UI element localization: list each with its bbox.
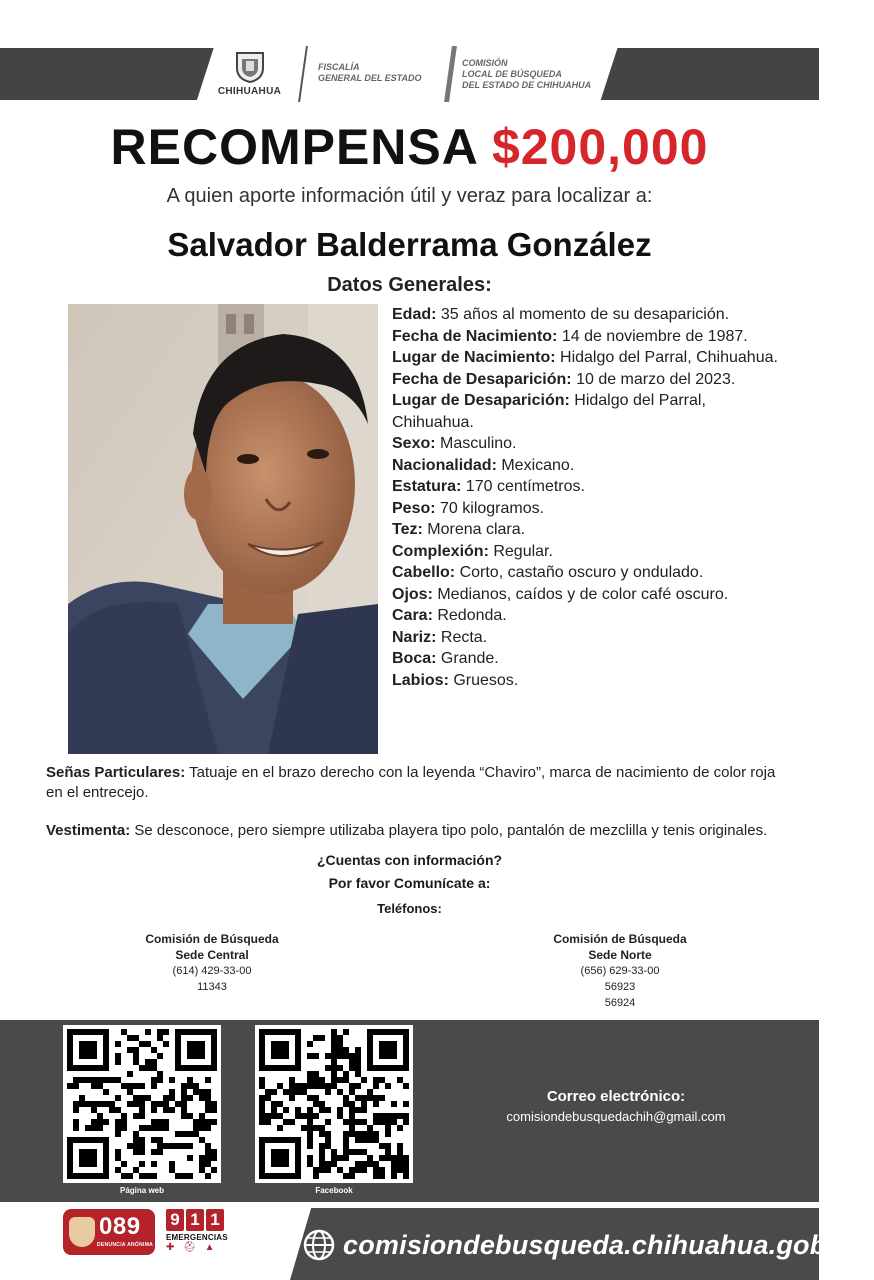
- contact-please: Por favor Comunícate a:: [328, 875, 491, 891]
- fiscalia-logo-text: FISCALÍA GENERAL DEL ESTADO: [318, 62, 422, 83]
- detail-label: Cara:: [392, 607, 433, 624]
- person-photo: [68, 304, 378, 754]
- reward-amount: $200,000: [491, 119, 709, 175]
- detail-label: Nacionalidad:: [392, 456, 497, 474]
- reward-title: [0, 118, 819, 176]
- website-url[interactable]: comisiondebusqueda.chihuahua.gob.mx: [343, 1230, 874, 1260]
- detail-label: Peso:: [392, 499, 436, 517]
- sede-central: [112, 931, 312, 995]
- qr-code-web[interactable]: [63, 1025, 221, 1183]
- detail-label: Ojos:: [392, 585, 433, 603]
- phone-number[interactable]: (614) 429-33-00: [172, 965, 252, 977]
- detail-row: [392, 648, 792, 670]
- person-details: [392, 304, 792, 691]
- clothing-label: Vestimenta:: [46, 822, 131, 839]
- detail-value: Grande.: [436, 650, 499, 667]
- person-name: Salvador Balderrama González: [167, 226, 652, 263]
- detail-label: Tez:: [392, 521, 423, 538]
- marks-label: Señas Particulares:: [46, 764, 186, 781]
- email-address[interactable]: comisiondebusquedachih@gmail.com: [506, 1109, 726, 1124]
- qr-web-label: Página web: [119, 1186, 164, 1195]
- detail-value: Recta.: [436, 628, 488, 646]
- detail-label: Nariz:: [392, 628, 437, 646]
- detail-row: [392, 562, 792, 584]
- digit-1: 1: [186, 1209, 204, 1231]
- detail-value: Redonda.: [432, 607, 507, 624]
- detail-value: Hidalgo del Parral, Chihuahua.: [392, 392, 706, 431]
- badge-911[interactable]: [166, 1209, 226, 1255]
- sede-central-title: Comisión de Búsqueda: [145, 932, 279, 946]
- badge-089-number: 089: [99, 1213, 141, 1240]
- qr-code-icon: [67, 1029, 217, 1179]
- qr-facebook-label: Facebook: [315, 1186, 353, 1195]
- header: [0, 0, 819, 110]
- reward-subtitle: A quien aporte información útil y veraz para localizar a:: [166, 185, 653, 207]
- distinguishing-marks: [46, 763, 796, 803]
- sede-norte: [520, 931, 720, 1011]
- detail-row: [392, 670, 792, 692]
- detail-value: Mexicano.: [496, 456, 575, 474]
- detail-value: Corto, castaño oscuro y ondulado.: [455, 564, 704, 581]
- phone-extension[interactable]: 56924: [604, 997, 636, 1009]
- qr-code-facebook[interactable]: [255, 1025, 413, 1183]
- clothing-value: Se desconoce, pero siempre utilizaba playera tipo polo, pantalón de mezclilla y tenis originales.: [130, 822, 768, 839]
- detail-value: 170 centímetros.: [461, 478, 585, 495]
- badge-089[interactable]: [63, 1209, 155, 1255]
- detail-row: [392, 584, 792, 606]
- qr-code-icon: [259, 1029, 409, 1179]
- comision-logo-text: COMISIÓN LOCAL DE BÚSQUEDA DEL ESTADO DE CHIHUAHUA: [462, 58, 592, 90]
- detail-value: Masculino.: [435, 435, 517, 452]
- logo-state-text: CHIHUAHUA: [217, 86, 282, 97]
- header-left-accent: [0, 48, 215, 100]
- detail-label: Complexión:: [392, 542, 489, 560]
- chihuahua-logo: [212, 50, 287, 97]
- detail-row: [392, 369, 792, 391]
- shield-icon: [69, 1217, 95, 1247]
- detail-value: Medianos, caídos y de color café oscuro.: [432, 585, 729, 603]
- emergencias-label: EMERGENCIAS: [166, 1233, 228, 1242]
- header-right-accent: [600, 48, 819, 100]
- phone-extension[interactable]: 56923: [604, 981, 636, 993]
- detail-row: [392, 455, 792, 477]
- globe-icon: [302, 1228, 336, 1262]
- marks-value: Tatuaje en el brazo derecho con la leyenda “Chaviro”, marca de nacimiento de color roja en el entrecejo.: [46, 764, 776, 801]
- digit-9: 9: [166, 1209, 184, 1231]
- phone-extension[interactable]: 11343: [197, 981, 227, 993]
- digit-1: 1: [206, 1209, 224, 1231]
- detail-row: [392, 433, 792, 455]
- detail-label: Fecha de Desaparición:: [392, 370, 572, 388]
- detail-row: [392, 541, 792, 563]
- detail-label: Lugar de Nacimiento:: [392, 349, 556, 366]
- detail-value: 14 de noviembre de 1987.: [557, 327, 748, 345]
- detail-value: Morena clara.: [422, 521, 526, 538]
- detail-value: 10 de marzo del 2023.: [571, 370, 736, 388]
- detail-label: Sexo:: [392, 435, 436, 452]
- detail-value: 70 kilogramos.: [435, 499, 545, 517]
- detail-row: [392, 519, 792, 541]
- email-title: Correo electrónico:: [546, 1088, 686, 1105]
- detail-label: Edad:: [392, 306, 437, 323]
- detail-value: Regular.: [488, 542, 553, 560]
- detail-label: Labios:: [392, 671, 449, 689]
- badge-089-subtitle: DENUNCIA ANÓNIMA: [97, 1242, 154, 1248]
- detail-row: [392, 326, 792, 348]
- sede-norte-title: Comisión de Búsqueda: [553, 932, 687, 946]
- detail-label: Cabello:: [392, 564, 456, 581]
- detail-row: [392, 390, 792, 433]
- detail-row: [392, 476, 792, 498]
- detail-row: [392, 304, 792, 326]
- clothing: [46, 821, 796, 841]
- phone-number[interactable]: (656) 629-33-00: [580, 965, 660, 977]
- detail-row: [392, 605, 792, 627]
- detail-label: Lugar de Desaparición:: [392, 392, 570, 409]
- detail-label: Estatura:: [392, 478, 462, 495]
- portrait-image: [68, 304, 378, 754]
- detail-row: [392, 347, 792, 369]
- contact-question: ¿Cuentas con información?: [316, 852, 503, 868]
- section-title: Datos Generales:: [327, 274, 492, 296]
- emergency-services-icons: ✚ ⛑ ▲: [166, 1242, 218, 1253]
- sede-central-subtitle: Sede Central: [175, 948, 249, 962]
- sede-norte-subtitle: Sede Norte: [588, 948, 652, 962]
- detail-row: [392, 498, 792, 520]
- detail-value: Hidalgo del Parral, Chihuahua.: [555, 349, 778, 366]
- phones-title: Teléfonos:: [377, 901, 442, 916]
- detail-row: [392, 627, 792, 649]
- reward-word: RECOMPENSA: [110, 119, 478, 175]
- detail-label: Fecha de Nacimiento:: [392, 327, 558, 345]
- detail-value: 35 años al momento de su desaparición.: [436, 306, 730, 323]
- state-shield-icon: [233, 50, 267, 84]
- detail-label: Boca:: [392, 650, 437, 667]
- detail-value: Gruesos.: [448, 671, 519, 689]
